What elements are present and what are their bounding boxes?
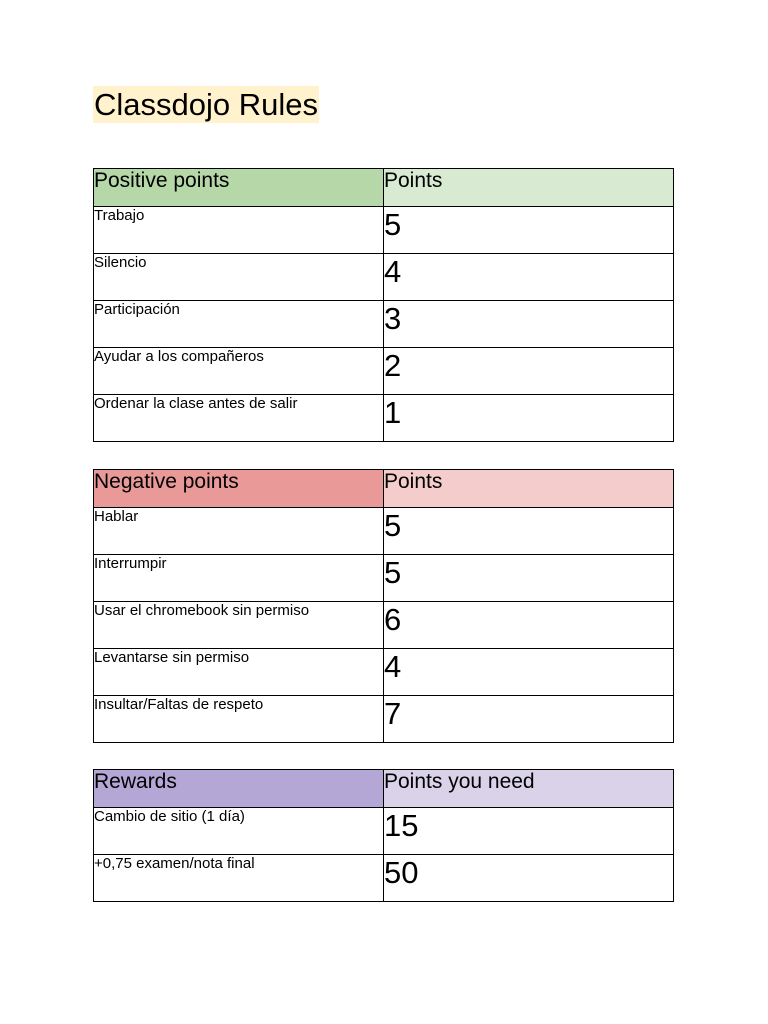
behavior-label: Usar el chromebook sin permiso	[94, 602, 384, 649]
table-row	[94, 602, 674, 649]
positive-points-header: Positive points	[94, 169, 384, 207]
behavior-label: Silencio	[94, 254, 384, 301]
table-header-row	[94, 470, 674, 508]
table-row	[94, 649, 674, 696]
points-value: 7	[384, 696, 674, 743]
points-value: 4	[384, 649, 674, 696]
points-value: 5	[384, 508, 674, 555]
behavior-label: Participación	[94, 301, 384, 348]
points-value: 15	[384, 808, 674, 855]
behavior-label: Levantarse sin permiso	[94, 649, 384, 696]
points-value: 2	[384, 348, 674, 395]
table-row	[94, 508, 674, 555]
points-value: 6	[384, 602, 674, 649]
table-header-row	[94, 770, 674, 808]
points-value: 3	[384, 301, 674, 348]
rewards-points-header: Points you need	[384, 770, 674, 808]
behavior-label: Ayudar a los compañeros	[94, 348, 384, 395]
positive-points-table	[93, 168, 674, 442]
rewards-table	[93, 769, 674, 902]
behavior-label: Trabajo	[94, 207, 384, 254]
points-value: 1	[384, 395, 674, 442]
negative-points-header: Negative points	[94, 470, 384, 508]
table-row	[94, 555, 674, 602]
points-value: 5	[384, 555, 674, 602]
points-value: 50	[384, 855, 674, 902]
rewards-header: Rewards	[94, 770, 384, 808]
negative-points-value-header: Points	[384, 470, 674, 508]
table-row	[94, 808, 674, 855]
table-row	[94, 855, 674, 902]
points-value: 4	[384, 254, 674, 301]
reward-label: Cambio de sitio (1 día)	[94, 808, 384, 855]
table-row	[94, 254, 674, 301]
table-row	[94, 207, 674, 254]
points-value: 5	[384, 207, 674, 254]
table-row	[94, 301, 674, 348]
behavior-label: Ordenar la clase antes de salir	[94, 395, 384, 442]
behavior-label: Insultar/Faltas de respeto	[94, 696, 384, 743]
behavior-label: Hablar	[94, 508, 384, 555]
table-header-row	[94, 169, 674, 207]
reward-label: +0,75 examen/nota final	[94, 855, 384, 902]
positive-points-value-header: Points	[384, 169, 674, 207]
table-row	[94, 348, 674, 395]
behavior-label: Interrumpir	[94, 555, 384, 602]
page-title: Classdojo Rules	[94, 87, 318, 122]
table-row	[94, 696, 674, 743]
table-row	[94, 395, 674, 442]
negative-points-table	[93, 469, 674, 743]
